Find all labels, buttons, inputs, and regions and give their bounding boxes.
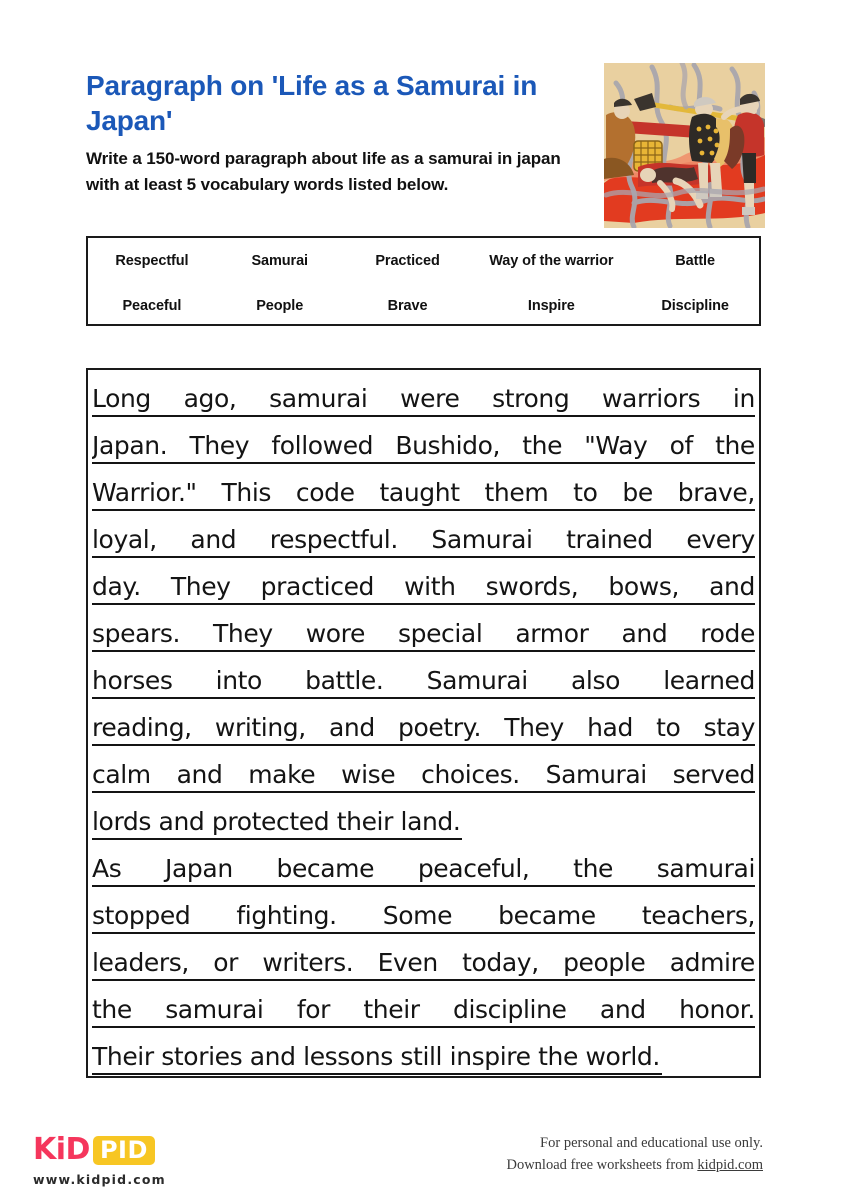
answer-line[interactable] [88,1028,759,1075]
vocabulary-word: Discipline [661,297,729,314]
answer-word: calm [92,761,151,789]
answer-word: people [563,949,646,977]
answer-line[interactable] [88,746,759,793]
answer-word: They [504,714,564,742]
answer-word: peaceful, [417,855,530,883]
kidpid-logo [33,1133,253,1187]
answer-word: served [672,761,755,789]
answer-line[interactable] [88,605,759,652]
answer-word: to [573,479,598,507]
vocabulary-word: Brave [387,297,428,314]
answer-line-text [92,667,755,699]
answer-word: Even [377,949,438,977]
answer-line-text [92,902,755,934]
answer-word: followed [271,432,374,460]
answer-word: Some [382,902,453,930]
vocabulary-word: People [256,297,304,314]
answer-line[interactable] [88,558,759,605]
answer-word: special [397,620,483,648]
answer-word: and [190,526,237,554]
answer-line[interactable] [88,370,759,417]
answer-word: ago, [183,385,237,413]
answer-line-text [92,996,755,1028]
logo-pid-badge: PID [93,1136,155,1165]
answer-word: every [686,526,755,554]
worksheet-header [86,68,586,199]
answer-line[interactable] [88,464,759,511]
answer-line-text [92,949,755,981]
answer-word: make [248,761,316,789]
answer-line-text [92,620,755,652]
vocabulary-word: Peaceful [122,297,182,314]
answer-line[interactable] [88,887,759,934]
answer-line-text [92,526,755,558]
answer-word: bows, [608,573,680,601]
answer-word: the [715,432,755,460]
vocabulary-row [88,238,759,283]
answer-line[interactable] [88,699,759,746]
logo-kid-text: KiD [33,1132,90,1167]
answer-line-text: lords and protected their land. [92,808,462,840]
answer-word: the [573,855,613,883]
answer-word: the [92,996,132,1024]
answer-line[interactable] [88,652,759,699]
answer-word: Samurai [431,526,533,554]
logo-website-url: www.kidpid.com [33,1172,166,1187]
answer-word: discipline [453,996,567,1024]
page-footer [0,1125,848,1200]
answer-line-text: Their stories and lessons still inspire the world. [92,1043,662,1075]
answer-word: samurai [269,385,368,413]
answer-word: "Way [584,432,648,460]
answer-word: reading, [92,714,192,742]
answer-word: today, [462,949,539,977]
vocabulary-word: Respectful [115,252,189,269]
vocabulary-row [88,283,759,328]
answer-word: They [213,620,273,648]
answer-word: admire [669,949,755,977]
answer-word: Long [92,385,151,413]
answer-word: their [363,996,420,1024]
answer-word: of [669,432,693,460]
answer-word: teachers, [641,902,755,930]
answer-word: became [276,855,375,883]
answer-word: horses [92,667,173,695]
vocabulary-word: Inspire [527,297,575,314]
answer-word: samurai [656,855,755,883]
answer-word: and [709,573,755,601]
answer-word: brave, [677,479,755,507]
footer-credit-line-1: For personal and educational use only. [540,1135,763,1151]
answer-word: them [484,479,549,507]
answer-word: for [296,996,331,1024]
answer-word: strong [492,385,570,413]
answer-word: swords, [485,573,579,601]
answer-word: learned [663,667,755,695]
answer-word: and [599,996,646,1024]
answer-word: loyal, [92,526,157,554]
vocabulary-word: Battle [675,252,715,269]
footer-credits [506,1133,763,1177]
answer-line[interactable] [88,934,759,981]
page-title: Paragraph on 'Life as a Samurai in Japan' [86,70,538,136]
answer-line[interactable] [88,417,759,464]
answer-word: taught [379,479,460,507]
worksheet-instructions: Write a 150-word paragraph about life as a samurai in japan with at least 5 vocabulary words listed below. [86,149,561,195]
answer-word: became [498,902,596,930]
answer-word: As [92,855,122,883]
answer-word: into [215,667,262,695]
answer-word: armor [515,620,589,648]
answer-line[interactable] [88,840,759,887]
answer-word: spears. [92,620,181,648]
answer-word: stay [703,714,755,742]
answer-word: had [587,714,633,742]
answer-word: day. [92,573,141,601]
answer-word: Japan. [92,432,168,460]
footer-credit-prefix: Download free worksheets from [506,1156,698,1173]
answer-line-text [92,855,755,887]
answer-word: practiced [260,573,375,601]
samurai-illustration-svg [604,63,765,228]
answer-word: Samurai [426,667,528,695]
answer-word: writing, [214,714,306,742]
answer-word: with [404,573,456,601]
logo-wordmark [33,1133,253,1167]
answer-word: and [621,620,668,648]
answer-line-text [92,573,755,605]
answer-word: be [622,479,653,507]
answer-word: to [656,714,681,742]
answer-word: leaders, [92,949,189,977]
answer-word: This [221,479,272,507]
answer-word: honor. [679,996,755,1024]
vocabulary-word: Way of the warrior [489,252,614,269]
answer-line-text [92,761,755,793]
answer-line-text [92,432,755,464]
answer-word: and [176,761,223,789]
answer-word: rode [700,620,755,648]
answer-word: wore [305,620,365,648]
answer-line-text [92,714,755,746]
answer-word: the [522,432,563,460]
answer-word: also [570,667,620,695]
answer-word: were [400,385,460,413]
answer-word: in [732,385,755,413]
answer-word: writers. [262,949,354,977]
paragraph-writing-area[interactable] [86,368,761,1078]
answer-line[interactable] [88,511,759,558]
answer-word: poetry. [398,714,482,742]
answer-word: fighting. [236,902,337,930]
answer-word: stopped [92,902,191,930]
answer-line[interactable] [88,981,759,1028]
vocabulary-word-bank [86,236,761,326]
samurai-battle-illustration [604,63,765,228]
answer-word: code [295,479,355,507]
answer-word: and [328,714,375,742]
answer-word: Bushido, [395,432,501,460]
answer-word: They [189,432,250,460]
answer-word: warriors [602,385,701,413]
kidpid-link[interactable]: kidpid.com [697,1156,763,1173]
answer-word: or [213,949,239,977]
answer-word: wise [341,761,396,789]
answer-line-text [92,385,755,417]
answer-word: Samurai [545,761,647,789]
answer-word: Warrior." [92,479,197,507]
answer-line-text [92,479,755,511]
vocabulary-word: Practiced [375,252,440,269]
answer-word: Japan [165,855,233,883]
answer-line[interactable] [88,793,759,840]
vocabulary-word: Samurai [251,252,308,269]
footer-credit-line-2 [506,1155,763,1177]
answer-word: battle. [305,667,384,695]
answer-word: respectful. [269,526,398,554]
answer-word: samurai [165,996,264,1024]
answer-word: choices. [421,761,520,789]
answer-word: trained [566,526,653,554]
answer-word: They [170,573,231,601]
